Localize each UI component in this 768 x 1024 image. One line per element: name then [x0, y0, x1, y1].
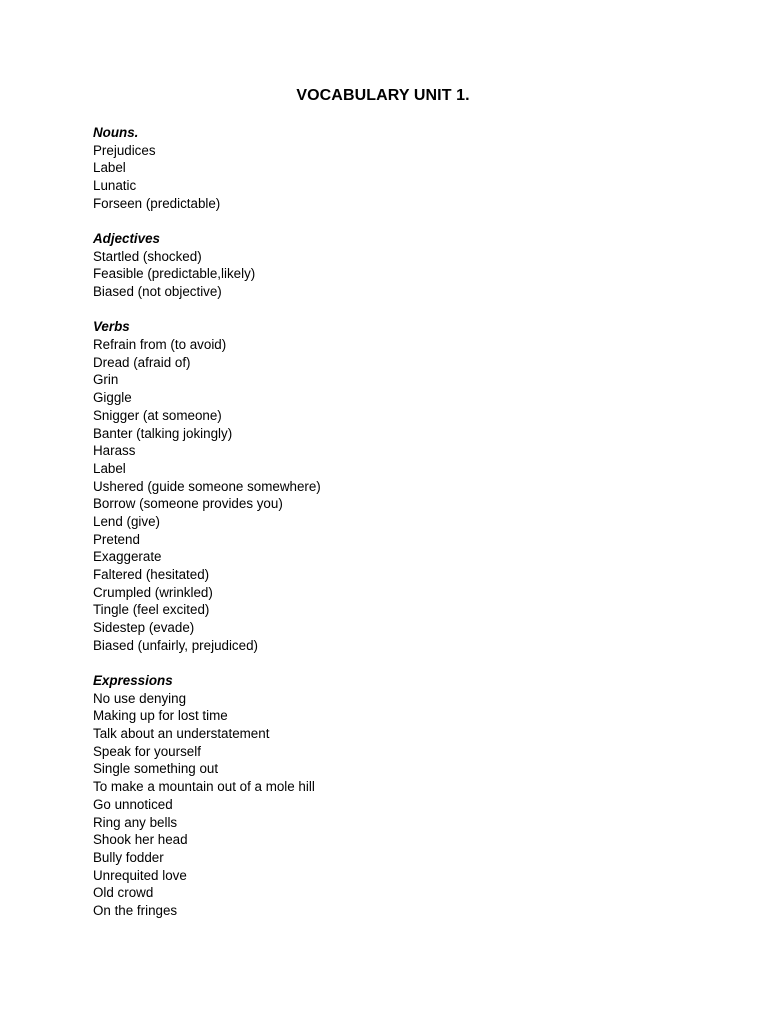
- list-item: Harass: [93, 443, 136, 459]
- list-item: Prejudices: [93, 142, 156, 158]
- list-item: Grin: [93, 372, 119, 388]
- vocabulary-section: [93, 672, 693, 920]
- list-item: Banter (talking jokingly): [93, 425, 233, 441]
- list-item: Bully fodder: [93, 849, 164, 865]
- list-item: Speak for yourself: [93, 743, 201, 759]
- list-item: Tingle (feel excited): [93, 602, 210, 618]
- section-heading: Verbs: [93, 319, 130, 335]
- section-heading: Nouns.: [93, 125, 139, 140]
- list-item: Biased (not objective): [93, 284, 222, 300]
- vocabulary-section: [93, 318, 693, 654]
- list-item: Go unnoticed: [93, 796, 173, 812]
- list-item: Old crowd: [93, 885, 154, 901]
- list-item: Pretend: [93, 531, 140, 547]
- list-item: Ring any bells: [93, 814, 178, 830]
- list-item: On the fringes: [93, 902, 178, 918]
- list-item: Crumpled (wrinkled): [93, 584, 213, 600]
- list-item: Lend (give): [93, 513, 160, 529]
- list-item: Startled (shocked): [93, 248, 202, 264]
- vocabulary-section: [93, 124, 693, 212]
- list-item: Talk about an understatement: [93, 726, 270, 742]
- vocabulary-content: [93, 124, 693, 937]
- list-item: Lunatic: [93, 178, 137, 194]
- list-item: Single something out: [93, 761, 219, 777]
- list-item: Giggle: [93, 390, 132, 406]
- list-item: Ushered (guide someone somewhere): [93, 478, 321, 494]
- list-item: Feasible (predictable,likely): [93, 266, 256, 282]
- list-item: Label: [93, 160, 126, 176]
- list-item: Making up for lost time: [93, 708, 228, 724]
- list-item: Biased (unfairly, prejudiced): [93, 637, 258, 653]
- list-item: Forseen (predictable): [93, 195, 221, 211]
- list-item: Unrequited love: [93, 867, 187, 883]
- list-item: Faltered (hesitated): [93, 567, 210, 582]
- vocabulary-section: [93, 230, 693, 301]
- list-item: Exaggerate: [93, 549, 162, 565]
- section-heading: Expressions: [93, 673, 173, 689]
- list-item: Snigger (at someone): [93, 407, 222, 423]
- list-item: Sidestep (evade): [93, 620, 195, 636]
- list-item: To make a mountain out of a mole hill: [93, 779, 315, 795]
- page-title: VOCABULARY UNIT 1.: [296, 87, 470, 104]
- section-heading: Adjectives: [93, 231, 160, 247]
- list-item: Refrain from (to avoid): [93, 337, 227, 353]
- list-item: Shook her head: [93, 832, 188, 848]
- list-item: Label: [93, 460, 126, 476]
- list-item: Borrow (someone provides you): [93, 496, 283, 512]
- list-item: Dread (afraid of): [93, 354, 191, 370]
- list-item: No use denying: [93, 690, 187, 706]
